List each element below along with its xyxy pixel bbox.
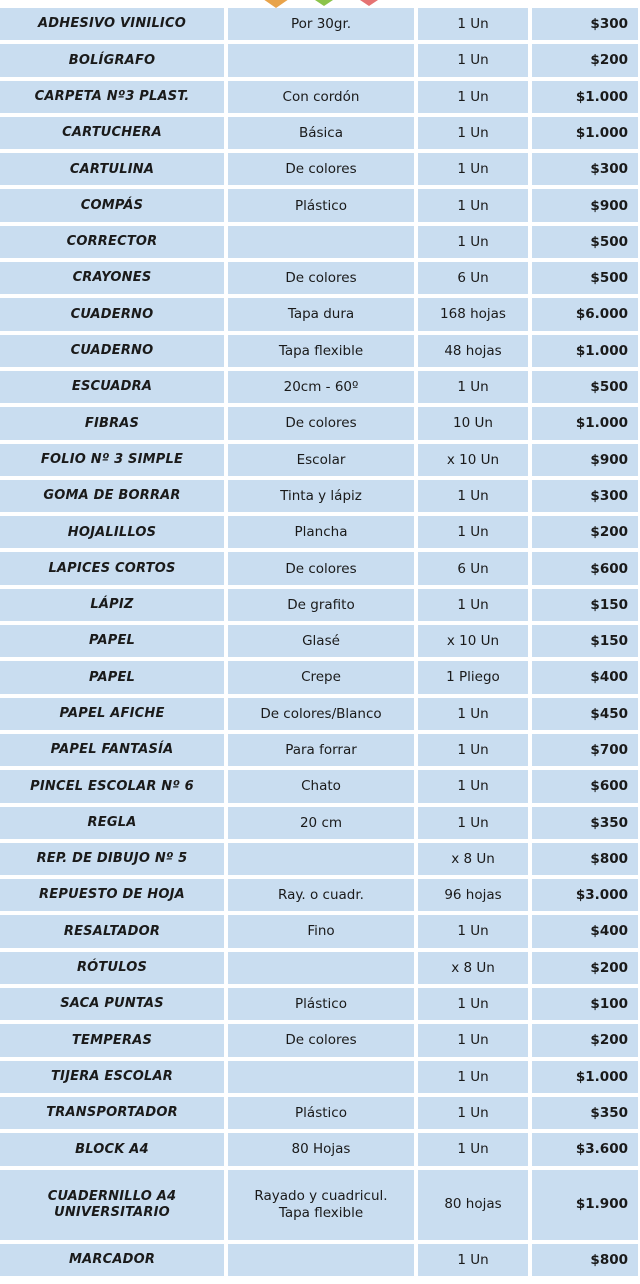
table-row <box>0 1061 638 1093</box>
item-quantity-cell: 1 Un <box>418 734 528 766</box>
item-quantity-cell: 1 Un <box>418 226 528 258</box>
item-name-cell: HOJALILLOS <box>0 516 224 548</box>
item-description-cell: Plástico <box>228 988 414 1020</box>
item-quantity-cell: 1 Un <box>418 81 528 113</box>
item-description-cell: De colores/Blanco <box>228 698 414 730</box>
item-name-cell: PAPEL FANTASÍA <box>0 734 224 766</box>
table-row <box>0 298 638 330</box>
item-description-cell: Por 30gr. <box>228 8 414 40</box>
item-quantity-cell: 1 Un <box>418 770 528 802</box>
table-row <box>0 552 638 584</box>
item-price-cell: $600 <box>532 552 638 584</box>
item-price-cell: $150 <box>532 589 638 621</box>
item-description-cell: De colores <box>228 552 414 584</box>
item-quantity-cell: 6 Un <box>418 262 528 294</box>
table-row <box>0 589 638 621</box>
table-row <box>0 407 638 439</box>
item-quantity-cell: 1 Un <box>418 1133 528 1165</box>
table-row <box>0 516 638 548</box>
item-price-cell: $350 <box>532 807 638 839</box>
item-description-cell: De colores <box>228 153 414 185</box>
item-description-cell: De colores <box>228 407 414 439</box>
item-price-cell: $6.000 <box>532 298 638 330</box>
item-name-cell: ADHESIVO VINILICO <box>0 8 224 40</box>
table-row <box>0 1244 638 1276</box>
item-name-cell: ESCUADRA <box>0 371 224 403</box>
item-quantity-cell: 1 Un <box>418 1024 528 1056</box>
item-price-cell: $300 <box>532 480 638 512</box>
item-quantity-cell: 48 hojas <box>418 335 528 367</box>
item-name-cell: REPUESTO DE HOJA <box>0 879 224 911</box>
item-price-cell: $100 <box>532 988 638 1020</box>
item-name-cell: FOLIO Nº 3 SIMPLE <box>0 444 224 476</box>
table-row <box>0 807 638 839</box>
item-quantity-cell: 1 Un <box>418 117 528 149</box>
item-quantity-cell: x 10 Un <box>418 444 528 476</box>
item-name-cell: PAPEL <box>0 661 224 693</box>
item-name-cell: RÓTULOS <box>0 952 224 984</box>
item-name-cell: RESALTADOR <box>0 915 224 947</box>
item-description-cell: Plancha <box>228 516 414 548</box>
item-price-cell: $3.600 <box>532 1133 638 1165</box>
item-price-cell: $1.900 <box>532 1170 638 1240</box>
item-quantity-cell: x 8 Un <box>418 952 528 984</box>
table-row <box>0 371 638 403</box>
item-description-cell <box>228 1061 414 1093</box>
price-table <box>0 4 640 1280</box>
table-row <box>0 625 638 657</box>
item-name-cell: FIBRAS <box>0 407 224 439</box>
item-price-cell: $350 <box>532 1097 638 1129</box>
table-row <box>0 444 638 476</box>
item-description-cell: Escolar <box>228 444 414 476</box>
table-row <box>0 189 638 221</box>
table-row <box>0 734 638 766</box>
item-price-cell: $1.000 <box>532 117 638 149</box>
item-quantity-cell: x 8 Un <box>418 843 528 875</box>
item-name-cell: BLOCK A4 <box>0 1133 224 1165</box>
item-price-cell: $200 <box>532 516 638 548</box>
item-name-cell: TRANSPORTADOR <box>0 1097 224 1129</box>
table-row <box>0 44 638 76</box>
table-row <box>0 770 638 802</box>
item-name-cell: CUADERNILLO A4 UNIVERSITARIO <box>0 1170 224 1240</box>
table-row <box>0 153 638 185</box>
item-quantity-cell: 96 hojas <box>418 879 528 911</box>
item-description-cell <box>228 843 414 875</box>
item-name-cell: LÁPIZ <box>0 589 224 621</box>
table-row <box>0 8 638 40</box>
item-price-cell: $900 <box>532 189 638 221</box>
item-name-cell: PAPEL AFICHE <box>0 698 224 730</box>
item-description-cell: Chato <box>228 770 414 802</box>
item-description-cell <box>228 226 414 258</box>
item-name-cell: PAPEL <box>0 625 224 657</box>
item-description-cell: Tinta y lápiz <box>228 480 414 512</box>
item-description-cell: Ray. o cuadr. <box>228 879 414 911</box>
item-quantity-cell: 1 Un <box>418 807 528 839</box>
item-price-cell: $150 <box>532 625 638 657</box>
item-price-cell: $400 <box>532 661 638 693</box>
table-row <box>0 1097 638 1129</box>
item-price-cell: $900 <box>532 444 638 476</box>
item-name-cell: CARTUCHERA <box>0 117 224 149</box>
table-row <box>0 661 638 693</box>
item-quantity-cell: 1 Pliego <box>418 661 528 693</box>
price-table-body <box>0 8 638 1276</box>
item-quantity-cell: 1 Un <box>418 1244 528 1276</box>
item-quantity-cell: 1 Un <box>418 371 528 403</box>
item-price-cell: $600 <box>532 770 638 802</box>
table-row <box>0 879 638 911</box>
item-price-cell: $400 <box>532 915 638 947</box>
table-row <box>0 1024 638 1056</box>
item-name-cell: CARPETA Nº3 PLAST. <box>0 81 224 113</box>
item-quantity-cell: 80 hojas <box>418 1170 528 1240</box>
item-quantity-cell: x 10 Un <box>418 625 528 657</box>
item-quantity-cell: 1 Un <box>418 1061 528 1093</box>
table-row <box>0 226 638 258</box>
item-description-cell: Con cordón <box>228 81 414 113</box>
item-quantity-cell: 1 Un <box>418 516 528 548</box>
item-description-cell: 20cm - 60º <box>228 371 414 403</box>
item-quantity-cell: 10 Un <box>418 407 528 439</box>
item-price-cell: $500 <box>532 226 638 258</box>
item-description-cell: Tapa dura <box>228 298 414 330</box>
item-description-cell: Para forrar <box>228 734 414 766</box>
item-quantity-cell: 1 Un <box>418 44 528 76</box>
item-quantity-cell: 6 Un <box>418 552 528 584</box>
item-name-cell: LAPICES CORTOS <box>0 552 224 584</box>
item-name-cell: CRAYONES <box>0 262 224 294</box>
item-name-cell: REP. DE DIBUJO Nº 5 <box>0 843 224 875</box>
item-price-cell: $1.000 <box>532 1061 638 1093</box>
table-row <box>0 1133 638 1165</box>
item-quantity-cell: 1 Un <box>418 153 528 185</box>
table-row <box>0 81 638 113</box>
item-quantity-cell: 1 Un <box>418 988 528 1020</box>
item-price-cell: $500 <box>532 371 638 403</box>
item-quantity-cell: 1 Un <box>418 1097 528 1129</box>
item-description-cell: De colores <box>228 1024 414 1056</box>
item-name-cell: REGLA <box>0 807 224 839</box>
item-description-cell <box>228 1244 414 1276</box>
item-price-cell: $1.000 <box>532 407 638 439</box>
item-description-cell: Fino <box>228 915 414 947</box>
table-row <box>0 698 638 730</box>
item-price-cell: $300 <box>532 153 638 185</box>
item-price-cell: $800 <box>532 1244 638 1276</box>
item-description-cell <box>228 952 414 984</box>
item-price-cell: $700 <box>532 734 638 766</box>
table-row <box>0 952 638 984</box>
item-quantity-cell: 1 Un <box>418 480 528 512</box>
item-price-cell: $450 <box>532 698 638 730</box>
table-row <box>0 480 638 512</box>
item-name-cell: CORRECTOR <box>0 226 224 258</box>
item-name-cell: CUADERNO <box>0 335 224 367</box>
item-description-cell: Plástico <box>228 1097 414 1129</box>
item-price-cell: $200 <box>532 44 638 76</box>
item-description-cell: Básica <box>228 117 414 149</box>
item-quantity-cell: 168 hojas <box>418 298 528 330</box>
item-name-cell: SACA PUNTAS <box>0 988 224 1020</box>
table-row <box>0 117 638 149</box>
item-description-cell: Rayado y cuadricul. Tapa flexible <box>228 1170 414 1240</box>
item-description-cell: 20 cm <box>228 807 414 839</box>
item-quantity-cell: 1 Un <box>418 698 528 730</box>
item-name-cell: TEMPERAS <box>0 1024 224 1056</box>
item-description-cell: De grafito <box>228 589 414 621</box>
item-name-cell: MARCADOR <box>0 1244 224 1276</box>
item-quantity-cell: 1 Un <box>418 8 528 40</box>
item-name-cell: TIJERA ESCOLAR <box>0 1061 224 1093</box>
table-row <box>0 988 638 1020</box>
table-row <box>0 335 638 367</box>
item-name-cell: CARTULINA <box>0 153 224 185</box>
item-description-cell: Plástico <box>228 189 414 221</box>
item-quantity-cell: 1 Un <box>418 589 528 621</box>
item-description-cell: Crepe <box>228 661 414 693</box>
item-price-cell: $1.000 <box>532 81 638 113</box>
item-name-cell: BOLÍGRAFO <box>0 44 224 76</box>
item-price-cell: $200 <box>532 1024 638 1056</box>
table-row <box>0 1170 638 1240</box>
item-description-cell: De colores <box>228 262 414 294</box>
item-name-cell: PINCEL ESCOLAR Nº 6 <box>0 770 224 802</box>
item-price-cell: $200 <box>532 952 638 984</box>
item-quantity-cell: 1 Un <box>418 915 528 947</box>
item-price-cell: $800 <box>532 843 638 875</box>
table-row <box>0 262 638 294</box>
item-description-cell <box>228 44 414 76</box>
table-row <box>0 843 638 875</box>
item-price-cell: $3.000 <box>532 879 638 911</box>
item-description-cell: Glasé <box>228 625 414 657</box>
table-row <box>0 915 638 947</box>
item-name-cell: CUADERNO <box>0 298 224 330</box>
item-description-cell: 80 Hojas <box>228 1133 414 1165</box>
item-name-cell: GOMA DE BORRAR <box>0 480 224 512</box>
item-description-cell: Tapa flexible <box>228 335 414 367</box>
item-price-cell: $500 <box>532 262 638 294</box>
item-price-cell: $1.000 <box>532 335 638 367</box>
item-price-cell: $300 <box>532 8 638 40</box>
item-quantity-cell: 1 Un <box>418 189 528 221</box>
item-name-cell: COMPÁS <box>0 189 224 221</box>
